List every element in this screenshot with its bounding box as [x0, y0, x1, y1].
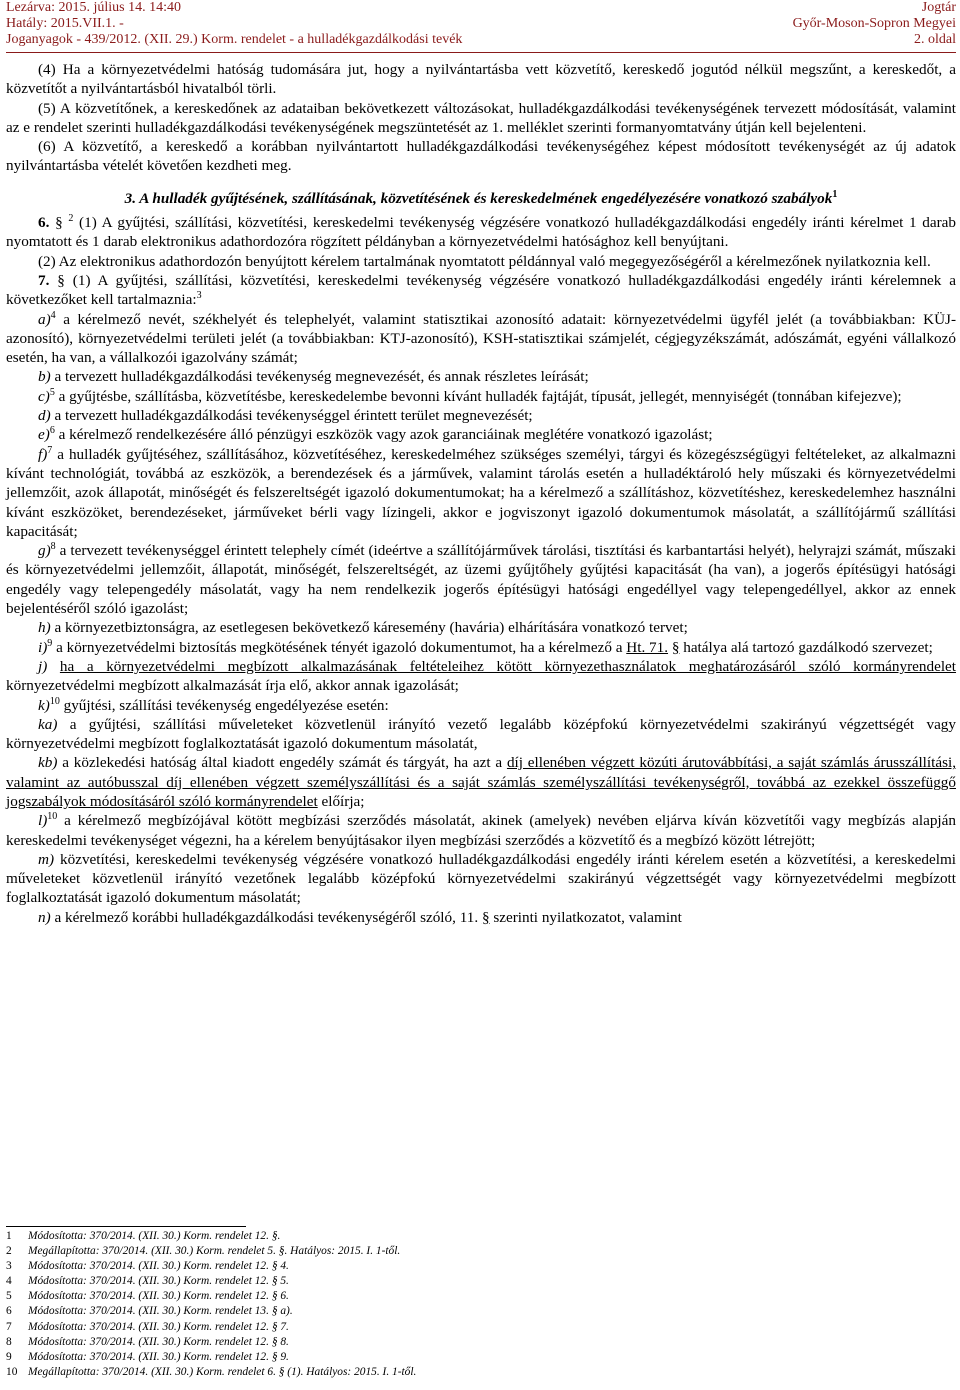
footnote-number: 8 [6, 1335, 12, 1348]
footnote [6, 1229, 956, 1244]
item-label: a) [38, 310, 51, 328]
section-6-para-2: (2) Az elektronikus adathordozón benyújtott kérelem tartalmának nyomtatott példánnyal való megegyezőségéről a kérelmezőnek nyilatkoznia kell. [38, 252, 931, 270]
footnote-number: 10 [6, 1365, 18, 1378]
item-text: gyűjtési, szállítási tevékenység engedélyezése esetén: [63, 696, 389, 714]
item-label: c) [38, 387, 50, 405]
list-item-h [6, 618, 956, 637]
list-item-n [6, 908, 956, 927]
item-text: a kérelmező rendelkezésére álló pénzügyi eszközök vagy azok garanciáinak meglétére vonatkozó igazolást; [58, 426, 713, 444]
item-label: b) [38, 368, 51, 386]
document-body [6, 60, 956, 927]
footnote [6, 1320, 956, 1335]
footnote [6, 1304, 956, 1319]
item-text-cont: környezetvédelmi megbízott alkalmazását írja elő, akkor annak igazolását; [6, 677, 459, 695]
footnote-ref[interactable]: 10 [49, 695, 60, 707]
header-document-path: Joganyagok - 439/2012. (XII. 29.) Korm. rendelet - a hulladékgazdálkodási tevék [6, 32, 463, 47]
item-text-cont: szerinti nyilatkozatot, valamint [493, 908, 682, 926]
footnote-ref[interactable]: 9 [47, 637, 53, 649]
footnote-number: 9 [6, 1350, 12, 1363]
footnote [6, 1274, 956, 1289]
footnote [6, 1350, 956, 1365]
article-number: 6. [38, 214, 50, 232]
law-link-transport-decree[interactable]: díj ellenében végzett közúti árutovábbítási, a saját számlás árusszállítási, valamint az autóbusszal díj ellenében végzett személyszállítási és a saját számlás személyszállítási tevékenységről, továbbá az ezekkel összefüggő jogszabályok módosításáról szóló kormányrendelet [6, 754, 957, 810]
footnote-ref[interactable]: 3 [196, 290, 202, 302]
footnote-number: 4 [6, 1275, 12, 1288]
header-effective-date: Hatály: 2015.VII.1. - [6, 16, 124, 31]
footnote-number: 3 [6, 1260, 12, 1273]
footnote-ref[interactable]: 1 [832, 188, 838, 200]
header-right [793, 0, 956, 48]
list-item-j [6, 657, 956, 696]
footnote-ref[interactable]: 6 [49, 425, 55, 437]
list-item-i [6, 638, 956, 657]
footnote [6, 1259, 956, 1274]
list-item-e [6, 425, 956, 444]
footnote-text: Módosította: 370/2014. (XII. 30.) Korm. rendelet 12. §. [28, 1230, 281, 1242]
law-link-ht-71[interactable]: Ht. 71. [626, 638, 669, 656]
item-text: a környezetbiztonságra, az esetlegesen bekövetkező káresemény (havária) elhárítására vonatkozó tervet; [54, 619, 688, 637]
article-mark: § [55, 214, 63, 232]
article-number: 7. [38, 271, 50, 289]
paragraph-5: (5) A közvetítőnek, a kereskedőnek az adataiban bekövetkezett változásokat, hulladékgazdálkodási tevékenységének tervezett módosítását, valamint az e rendelet szerinti hulladékgazdálkodási tevékenységének megszüntetését az 1. melléklet szerinti formanyomtatvány útján kell bejelenteni. [6, 99, 956, 136]
footnote-text: Módosította: 370/2014. (XII. 30.) Korm. rendelet 12. § 6. [28, 1290, 289, 1303]
item-label: j) [38, 657, 48, 675]
footnote-number: 6 [6, 1305, 12, 1318]
header-closed-date: Lezárva: 2015. július 14. 14:40 [6, 0, 181, 15]
footnote-ref[interactable]: 5 [49, 386, 55, 398]
footnote-text: Módosította: 370/2014. (XII. 30.) Korm. rendelet 12. § 7. [28, 1320, 289, 1333]
item-text: a közlekedési hatóság által kiadott engedély számát és tárgyát, ha azt a [62, 754, 503, 772]
article-text: (1) A gyűjtési, szállítási, közvetítési, kereskedelmi tevékenység végzésére vonatkozó hulladékgazdálkodási engedély iránti kérelmet 1 darab nyomtatott és 1 darab elektronikus adathordozóra rögzített példányban a környezetvédelmi hatósághoz kell benyújtani. [6, 214, 957, 251]
item-label: d) [38, 407, 51, 425]
footnote-divider [6, 1226, 246, 1227]
footnote-text: Módosította: 370/2014. (XII. 30.) Korm. rendelet 13. § a). [28, 1305, 293, 1318]
list-item-k [6, 696, 956, 715]
item-label: f) [38, 445, 48, 463]
footnote-text: Módosította: 370/2014. (XII. 30.) Korm. rendelet 12. § 9. [28, 1350, 289, 1363]
footnote-text: Módosította: 370/2014. (XII. 30.) Korm. rendelet 12. § 8. [28, 1335, 289, 1348]
item-label: k) [38, 696, 50, 714]
header-left [6, 0, 462, 48]
item-text: a kérelmező megbízójával kötött megbízási szerződés másolatát, akinek (amelyek) nevében eljárva kíván közvetítői vagy megbízás alapján kereskedelmi tevékenységet végezni, ha a kérelem benyújtásakor ilyen megbízási szerződés a közvetítő és a megbízó között létrejött; [6, 812, 956, 849]
law-link-env-officer-decree[interactable]: ha a környezetvédelmi megbízott alkalmazásának feltételeihez kötött környezethasználatok meghatározásáról szóló kormányrendelet [59, 657, 957, 675]
page-header [6, 0, 956, 52]
item-label: n) [38, 908, 51, 926]
item-text: közvetítési, kereskedelmi tevékenység végzésére vonatkozó hulladékgazdálkodási engedély iránti kérelem esetén a közvetítési, a kereskedelmi műveleteket közvetlenül irányító vezetőnek legalább középfokú környezetvédelmi szakirányú végzettségét vagy környezetvédelmi megbízott foglalkoztatását igazoló dokumentum másolatát; [6, 850, 956, 907]
footnote-text: Módosította: 370/2014. (XII. 30.) Korm. rendelet 12. § 5. [28, 1275, 289, 1288]
law-link-paragraph-mark[interactable]: § [671, 638, 680, 656]
list-item-c [6, 387, 956, 406]
item-text: a tervezett hulladékgazdálkodási tevékenységgel érintett terület megnevezését; [54, 407, 533, 425]
footnote-number: 7 [6, 1320, 12, 1333]
footnote-text: Módosította: 370/2014. (XII. 30.) Korm. rendelet 12. § 4. [28, 1260, 289, 1273]
item-label: m) [38, 850, 55, 868]
header-page-number: 2. oldal [914, 32, 956, 47]
footnote-number: 1 [6, 1230, 12, 1242]
list-item-g [6, 541, 956, 618]
item-text: a környezetvédelmi biztosítás megkötésének tényét igazoló dokumentumot, ha a kérelmező a [56, 638, 623, 656]
footnote-ref[interactable]: 8 [50, 541, 56, 553]
section-7-para-1 [6, 271, 956, 310]
footnote [6, 1244, 956, 1259]
section-6-para-1 [6, 213, 956, 252]
list-item-m [6, 850, 956, 908]
item-text: a hulladék gyűjtéséhez, szállításához, közvetítéséhez, kereskedelméhez szükséges személyi, tárgyi és közegészségügyi feltételeket, az alkalmazni kívánt technológiát, továbbá az eszközök, a berendezések és a járművek, valamint tárolás esetén a hulladéktároló hely műszaki és környezetvédelmi jellemzőit, azok állapotát, minőségét és felszereltségét igazoló dokumentumokat; ha a kérelmező a szállításhoz, közvetítéshez, kereskedelemhez használni kívánt eszközöket, berendezéseket, járműveket bérli vagy lízingeli, akkor e jogviszonyt igazoló dokumentumok másolatát, a szállítójármű szállítási kapacitását; [6, 445, 957, 540]
article-text: (1) A gyűjtési, szállítási, közvetítési, kereskedelmi tevékenység végzésére vonatkozó hulladékgazdálkodási engedély iránti kérelemnek a következőket kell tartalmaznia: [6, 271, 957, 309]
section-title: A hulladék gyűjtésének, szállításának, közvetítésének és kereskedelmének engedélyezésére vonatkozó szabályok [139, 189, 833, 207]
law-link-paragraph-11[interactable]: § [481, 908, 490, 926]
item-text-cont: előírja; [321, 792, 365, 810]
item-text: a gyűjtésbe, szállításba, közvetítésbe, kereskedelembe bevonni kívánt hulladék fajtáját, típusát, jellegét, mennyiségét (tonnában kifejezve); [58, 387, 902, 405]
item-text-cont: hatálya alá tartozó gazdálkodó szervezet; [683, 638, 933, 656]
list-item-a [6, 310, 956, 368]
footnote-number: 2 [6, 1245, 12, 1258]
footnote [6, 1289, 956, 1304]
header-publisher: Jogtár [921, 0, 956, 15]
item-label: ka) [38, 715, 58, 733]
header-county: Győr-Moson-Sopron Megyei [792, 16, 956, 31]
item-text: a kérelmező nevét, székhelyét és telephelyét, valamint statisztikai azonosító adatait: környezetvédelmi ügyfél jelét (a továbbiakban: KÜJ-azonosító), környezetvédelmi területi jelét (a továbbiakban: KTJ-azonosító), KSH-statisztikai számjelét, cégjegyzékszámát, adószámát, egyéni vállalkozó esetén, ha van, a vállalkozói igazolvány számát; [6, 310, 957, 367]
footnote-ref[interactable]: 4 [50, 309, 56, 321]
item-text: a gyűjtési, szállítási műveleteket közvetlenül irányító vezető legalább középfokú környezetvédelmi szakirányú végzettségét vagy környezetvédelmi megbízott foglalkoztatását igazoló dokumentum másolatát, [6, 715, 956, 753]
footnote-number: 5 [6, 1290, 12, 1303]
footnote-ref[interactable]: 2 [68, 213, 74, 225]
footnote-ref[interactable]: 7 [47, 444, 53, 456]
item-text: a tervezett hulladékgazdálkodási tevékenység megnevezését, és annak részletes leírását; [54, 368, 589, 386]
article-mark: § [57, 271, 65, 289]
footnotes [6, 1229, 956, 1380]
footnote-text: Megállapította: 370/2014. (XII. 30.) Korm. rendelet 6. § (1). Hatályos: 2015. I. 1-től. [28, 1365, 417, 1378]
section-3-heading [6, 189, 956, 208]
list-item-ka [6, 715, 956, 754]
item-text: a kérelmező korábbi hulladékgazdálkodási tevékenységéről szóló, 11. [54, 908, 479, 926]
item-label: g) [38, 542, 51, 560]
item-text: a tervezett tevékenységgel érintett telephely címét (ideértve a szállítójárművek tárolási, tisztítási és karbantartási helyét), helyrajzi számát, műszaki és környezetvédelmi jellemzőit, állapotát, minőségét, felszereltségét, az üzemi gyűjtőhely gyűjtési kapacitását (ha van), a jogerős építésügyi hatósági engedély vagy telepengedély másolatát, vagy ha nem rendelkezik jogerős építésügyi hatósági engedéllyel vagy telepengedéllyel, akkor az ennek bejelentéséről szóló igazolást; [6, 542, 956, 618]
paragraph-6: (6) A közvetítő, a kereskedő a korábban nyilvántartott hulladékgazdálkodási tevékenységéhez képest módosított tevékenységét az új adatok nyilvántartásba vételét követően kezdheti meg. [6, 138, 956, 175]
item-label: l) [38, 812, 48, 830]
section-number: 3. [124, 189, 137, 207]
footnote-ref[interactable]: 10 [47, 811, 58, 823]
item-label: h) [38, 619, 51, 637]
paragraph-4: (4) Ha a környezetvédelmi hatóság tudomására jut, hogy a nyilvántartásba vett közvetítő, kereskedő jogutód nélkül megszűnt, a kereskedőt, a közvetítőt a nyilvántartásból hivatalból törli. [6, 61, 956, 98]
list-item-kb [6, 753, 956, 811]
item-label: e) [38, 426, 50, 444]
footnote [6, 1335, 956, 1350]
list-item-b [6, 367, 956, 386]
footnote [6, 1365, 956, 1380]
list-item-l [6, 811, 956, 850]
item-label: kb) [38, 754, 58, 772]
item-label: i) [38, 638, 48, 656]
footnote-text: Megállapította: 370/2014. (XII. 30.) Korm. rendelet 5. §. Hatályos: 2015. I. 1-től. [28, 1245, 401, 1258]
header-divider [6, 52, 956, 53]
list-item-f [6, 445, 956, 541]
list-item-d [6, 406, 956, 425]
